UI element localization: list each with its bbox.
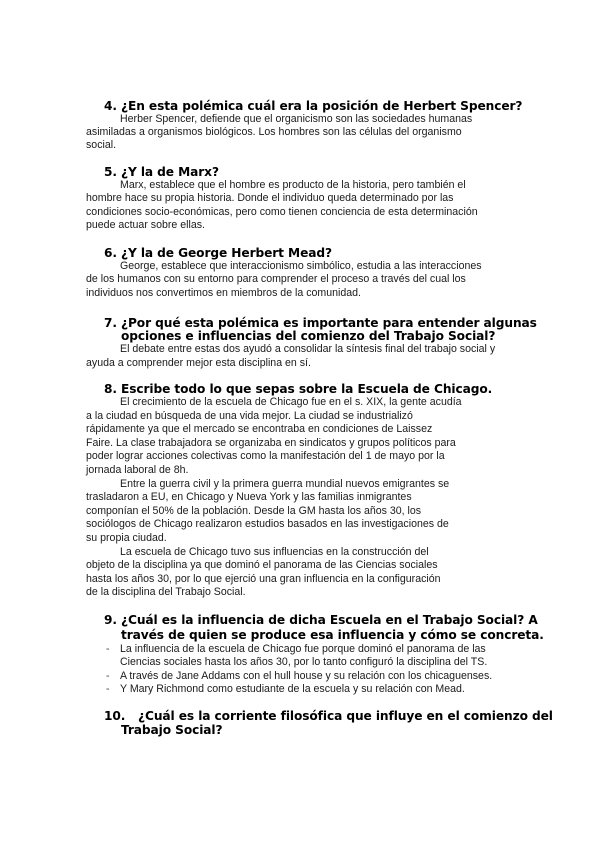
question-5-heading [104,165,219,179]
question-4-heading [104,99,522,113]
question-7-heading [104,316,537,330]
question-number: 4. [104,99,117,113]
bullet-line: La influencia de la escuela de Chicago fue porque dominó el panorama de las [120,643,486,655]
question-9-heading [104,613,538,627]
question-number: 7. [104,316,117,330]
answer-line: Herber Spencer, defiende que el organicismo son las sociedades humanas [120,113,473,125]
question-title: Escribe todo lo que sepas sobre la Escuela de Chicago. [121,382,493,396]
question-title: ¿Por qué esta polémica es importante para entender algunas [121,316,537,330]
answer-line: asimiladas a organismos biológicos. Los hombres son las células del organismo [86,126,462,138]
answer-line: a la ciudad en búsqueda de una vida mejor. La ciudad se industrializó [86,410,413,422]
question-number: 8. [104,382,117,396]
question-number: 9. [104,613,117,627]
answer-line: Marx, establece que el hombre es producto de la historia, pero también el [120,179,466,191]
answer-line: rápidamente ya que el mercado se encontraba en condiciones de Laissez [86,423,433,435]
bullet-marker: - [106,683,110,695]
answer-line: poder lograr acciones colectivas como la manifestación del 1 de mayo por la [86,450,445,462]
question-number: 5. [104,165,117,179]
bullet-marker: - [106,670,110,682]
answer-line: condiciones socio-económicas, pero como tienen conciencia de esta determinación [86,206,478,218]
question-9-heading-cont: través de quien se produce esa influencia y cómo se concreta. [121,628,544,642]
answer-line: objeto de la disciplina ya que dominó el panorama de las Ciencias sociales [86,559,438,571]
answer-line: Faire. La clase trabajadora se organizaba en sindicatos y grupos políticos para [86,437,456,449]
answer-line: social. [86,139,117,151]
answer-line: La escuela de Chicago tuvo sus influencias en la construcción del [120,546,429,558]
answer-line: puede actuar sobre ellas. [86,219,205,231]
question-title: ¿Y la de Marx? [121,165,219,179]
answer-line: El crecimiento de la escuela de Chicago fue en el s. XIX, la gente acudía [120,396,462,408]
question-6-heading [104,246,332,260]
answer-line: El debate entre estas dos ayudó a consolidar la síntesis final del trabajo social y [120,343,496,355]
question-8-heading [104,382,492,396]
bullet-line: Y Mary Richmond como estudiante de la escuela y su relación con Mead. [120,683,465,695]
answer-line: ayuda a comprender mejor esta disciplina en sí. [86,357,311,369]
bullet-marker: - [106,643,110,655]
question-title: ¿Cuál es la influencia de dicha Escuela en el Trabajo Social? A [121,613,538,627]
question-number: 10. [104,709,126,723]
answer-line: componían el 50% de la población. Desde la GM hasta los años 30, los [86,505,422,517]
question-10-heading-cont: Trabajo Social? [121,723,223,737]
answer-line: su propia ciudad. [86,532,167,544]
answer-line: hombre hace su propia historia. Donde el individuo queda determinado por las [86,192,454,204]
bullet-line: Ciencias sociales hasta los años 30, por lo tanto configuró la disciplina del TS. [120,656,488,668]
question-10-heading [104,709,553,723]
question-number: 6. [104,246,117,260]
question-title: ¿Cuál es la corriente filosófica que influye en el comienzo del [138,709,553,723]
answer-line: trasladaron a EU, en Chicago y Nueva York y las familias inmigrantes [86,491,412,503]
answer-line: sociólogos de Chicago realizaron estudios basados en las investigaciones de [86,518,449,530]
question-7-heading-cont: opciones e influencias del comienzo del Trabajo Social? [121,329,496,343]
question-title: ¿Y la de George Herbert Mead? [121,246,332,260]
answer-line: hasta los años 30, por lo que ejerció una gran influencia en la configuración [86,573,441,585]
answer-line: George, establece que interaccionismo simbólico, estudia a las interacciones [120,260,482,272]
bullet-line: A través de Jane Addams con el hull house y su relación con los chicaguenses. [120,670,493,682]
question-title: ¿En esta polémica cuál era la posición de Herbert Spencer? [121,99,523,113]
answer-line: de los humanos con su entorno para comprender el proceso a través del cual los [86,273,466,285]
answer-line: Entre la guerra civil y la primera guerra mundial nuevos emigrantes se [120,478,450,490]
answer-line: individuos nos convertimos en miembros de la comunidad. [86,287,361,299]
answer-line: jornada laboral de 8h. [86,464,189,476]
answer-line: de la disciplina del Trabajo Social. [86,586,246,598]
